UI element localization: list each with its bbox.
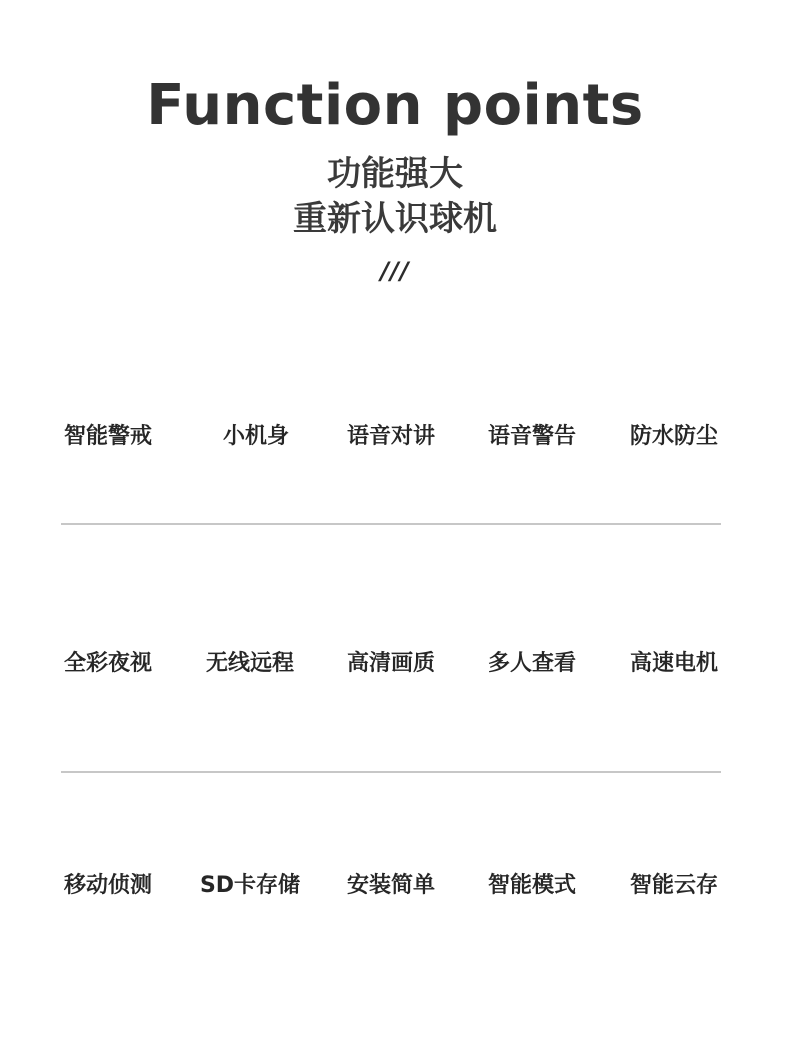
feature-voice-intercom: 语音对讲: [346, 424, 435, 449]
subtitle-line-2: 重新认识球机: [293, 199, 497, 239]
feature-wireless-remote: 无线远程: [205, 651, 294, 676]
feature-smart-cloud-storage: 智能云存: [629, 873, 718, 898]
slash-decoration: ///: [380, 257, 410, 285]
feature-waterproof-dustproof: 防水防尘: [629, 424, 718, 449]
feature-motion-detection: 移动侦测: [63, 873, 152, 898]
feature-hd-quality: 高清画质: [346, 651, 435, 676]
feature-smart-alert: 智能警戒: [63, 424, 152, 449]
row-divider: [61, 771, 721, 773]
row-divider: [61, 523, 721, 525]
page-title: Function points: [146, 73, 644, 138]
feature-voice-warning: 语音警告: [487, 424, 576, 449]
feature-smart-mode: 智能模式: [487, 873, 576, 898]
subtitle-line-1: 功能强大: [327, 154, 463, 194]
feature-multi-user-view: 多人查看: [487, 651, 576, 676]
feature-row-1: [0, 417, 790, 457]
feature-full-color-night-vision: 全彩夜视: [63, 651, 152, 676]
feature-sd-card-storage: SD卡存储: [199, 873, 301, 898]
feature-row-3: [0, 866, 790, 906]
feature-easy-install: 安装简单: [346, 873, 435, 898]
feature-row-2: [0, 644, 790, 684]
feature-small-body: 小机身: [222, 424, 289, 449]
feature-high-speed-motor: 高速电机: [629, 651, 718, 676]
